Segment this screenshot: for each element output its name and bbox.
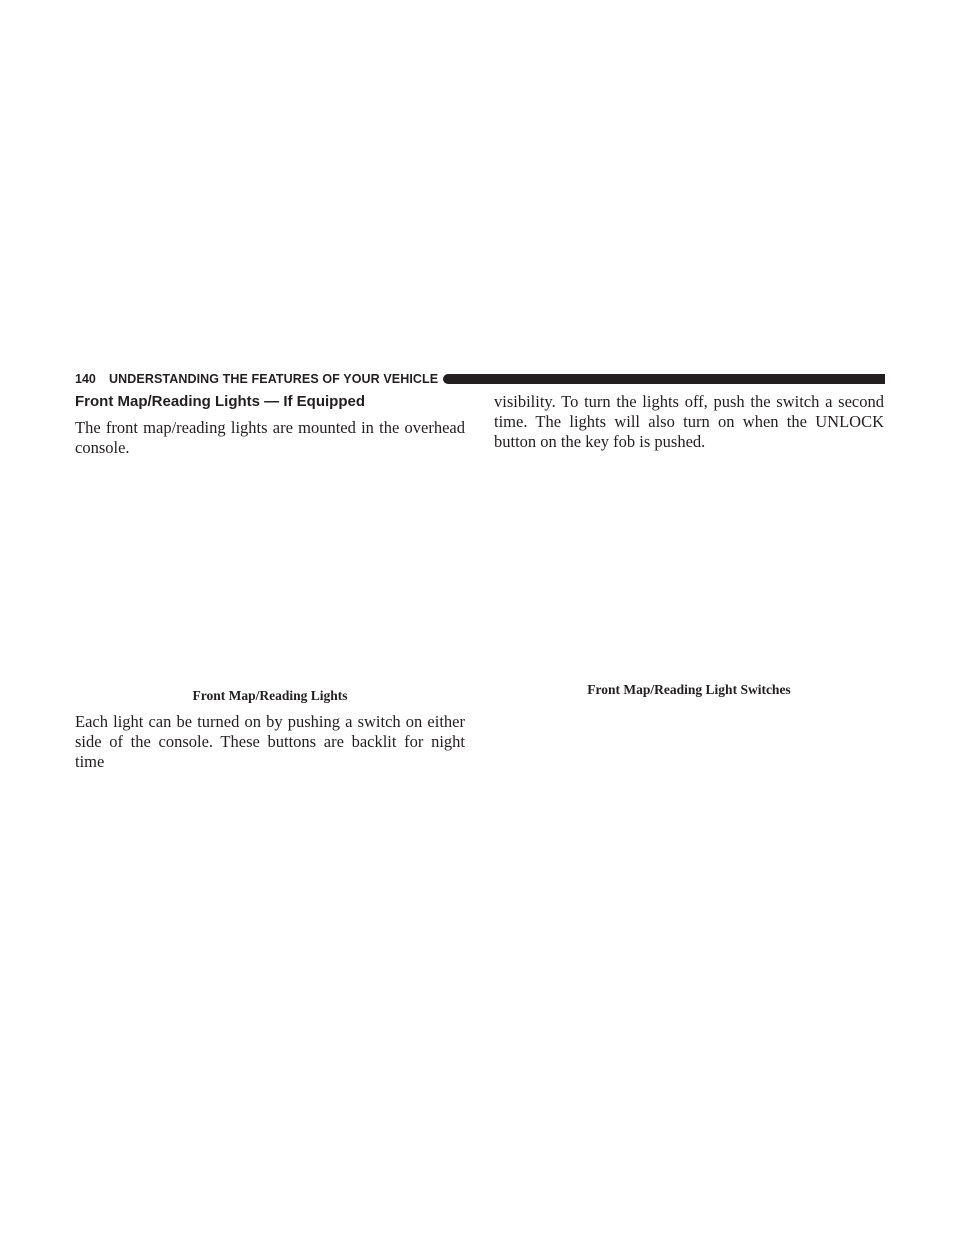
intro-paragraph: The front map/reading lights are mounted in the overhead console. bbox=[75, 418, 465, 457]
header-rule bbox=[443, 374, 885, 384]
body-paragraph-right: visibility. To turn the lights off, push the switch a second time. The lights will also turn on when the UNLOCK button on the key fob is pushed. bbox=[494, 392, 884, 451]
body-paragraph-left: Each light can be turned on by pushing a switch on either side of the console. These buttons are backlit for night time bbox=[75, 712, 465, 771]
figure-front-map-reading-light-switches bbox=[494, 460, 884, 682]
figure-front-map-reading-lights bbox=[75, 462, 465, 684]
figure-caption-switches: Front Map/Reading Light Switches bbox=[587, 682, 791, 697]
page-number: 140 bbox=[75, 372, 96, 386]
page-header bbox=[75, 370, 885, 388]
figure-caption-lights: Front Map/Reading Lights bbox=[192, 688, 348, 703]
section-heading: Front Map/Reading Lights — If Equipped bbox=[75, 393, 365, 410]
section-title: UNDERSTANDING THE FEATURES OF YOUR VEHICLE bbox=[109, 372, 439, 386]
